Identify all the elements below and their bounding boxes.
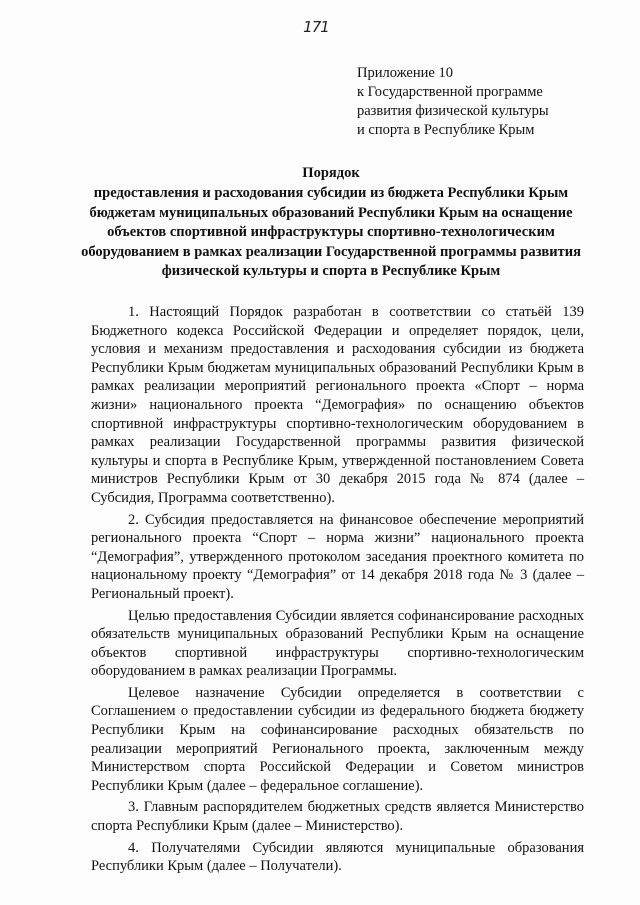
heading-subtitle: предоставления и расходования субсидии из бюджета Республики Крым бюджетам муниципальных образований Республики Крым на оснащение объектов спортивной инфраструктуры спортивно-технологическим оборудованием в рамках реализации Государственной программы развития физической культуры и спорта в Республике Крым (81, 185, 581, 280)
appendix-line: Приложение 10 (357, 65, 453, 81)
appendix-line: развития физической культуры (357, 103, 549, 119)
document-body (91, 303, 584, 879)
body-paragraph: Целью предоставления Субсидии является софинансирование расходных обязательств муниципальных образований Республики Крым на оснащение объектов спортивной инфраструктуры спортивно-технологическим оборудованием в рамках реализации Программы. (91, 607, 584, 680)
body-paragraph: 2. Субсидия предоставляется на финансовое обеспечение мероприятий регионального проекта “Спорт – норма жизни” национального проекта “Демография”, утвержденного протоколом заседания проектного комитета по национальному проекту “Демография” от 14 декабря 2018 года № 3 (далее – Региональный проект). (91, 511, 584, 602)
body-paragraph: 4. Получателями Субсидии являются муниципальные образования Республики Крым (далее – Получатели). (91, 839, 584, 875)
body-paragraph: 3. Главным распорядителем бюджетных средств является Министерство спорта Республики Крым (далее – Министерство). (91, 799, 584, 835)
appendix-line: к Государственной программе (357, 84, 543, 100)
document-heading (70, 164, 592, 281)
heading-title: Порядок (302, 165, 360, 181)
page-number: 171 (303, 18, 329, 36)
body-paragraph: 1. Настоящий Порядок разработан в соответствии со статьёй 139 Бюджетного кодекса Российской Федерации и определяет порядок, цели, условия и механизм предоставления и расходования субсидии из бюджета Республики Крым бюджетам муниципальных образований Республики Крым в рамках реализации мероприятий регионального проекта «Спорт – норма жизни» национального проекта “Демография» по оснащению объектов спортивной инфраструктуры спортивно-технологическим оборудованием в рамках реализации Государственной программы развития физической культуры и спорта в Республике Крым, утвержденной постановлением Совета министров Республики Крым от 30 декабря 2015 года № 874 (далее – Субсидия, Программа соответственно). (91, 304, 584, 506)
body-paragraph: Целевое назначение Субсидии определяется в соответствии с Соглашением о предоставлении субсидии из федерального бюджета бюджету Республики Крым на софинансирование расходных обязательств по реализации мероприятий Регионального проекта, заключенным между Министерством спорта Российской Федерации и Советом министров Республики Крым (далее – федеральное соглашение). (91, 684, 584, 794)
appendix-block (357, 64, 627, 140)
appendix-line: и спорта в Республике Крым (357, 122, 535, 138)
